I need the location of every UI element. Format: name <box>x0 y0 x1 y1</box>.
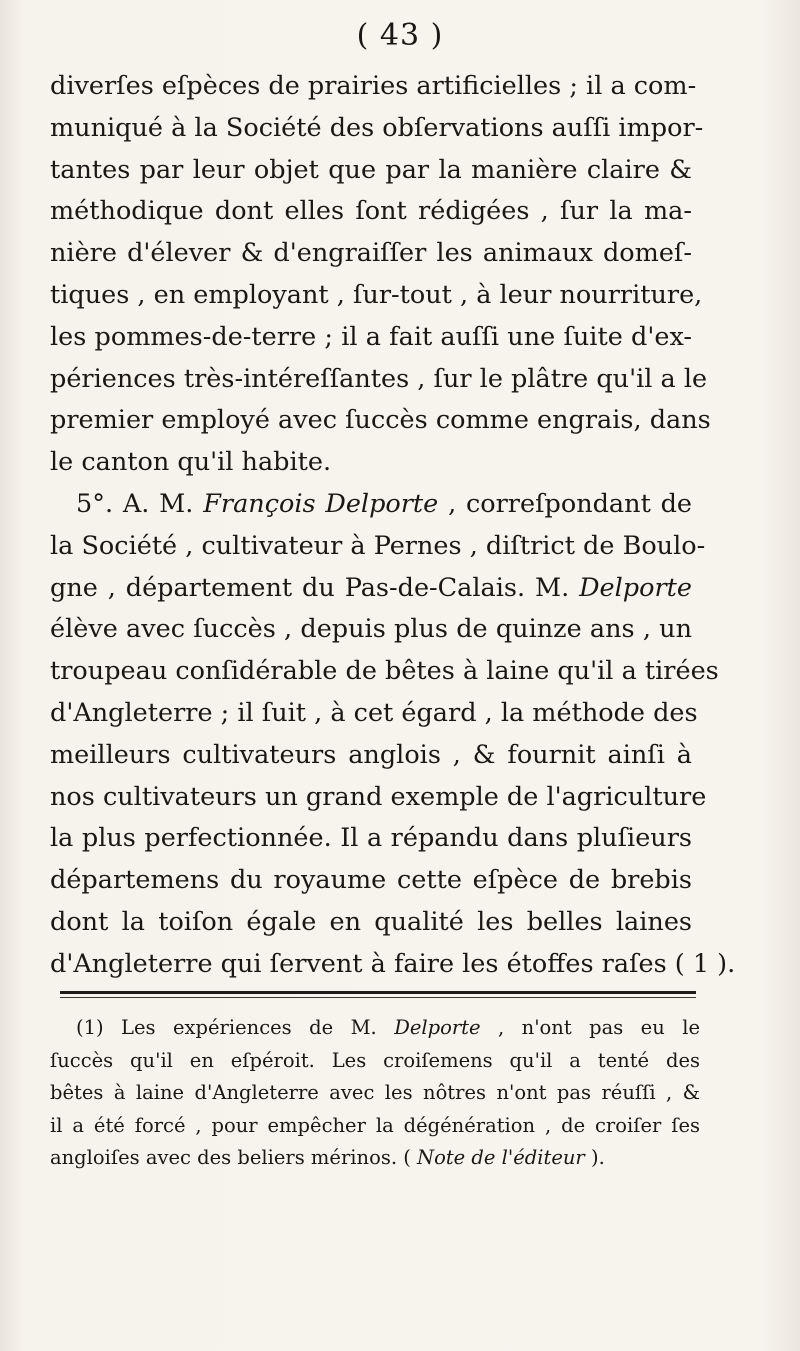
footnote-rule <box>60 991 696 998</box>
footnote-line: bêtes à laine d'Angleterre avec les nôtres n'ont pas réuſſi , & <box>50 1081 700 1104</box>
text-line: meilleurs cultivateurs anglois , & fournit ainſi à <box>50 739 692 770</box>
text-line: méthodique dont elles ſont rédigées , ſur la ma- <box>50 196 692 227</box>
text-line: premier employé avec ſuccès comme engrais, dans <box>50 405 711 436</box>
footnote-line: il a été forcé , pour empêcher la dégénération , de croiſer ſes <box>50 1113 700 1137</box>
text-line: muniqué à la Société des obſervations auſſi impor- <box>50 112 704 143</box>
footnote <box>50 1012 700 1175</box>
text-fragment: ). <box>590 1146 605 1169</box>
text-line: d'Angleterre qui ſervent à faire les étoffes raſes ( 1 ). <box>50 948 736 979</box>
person-name: François Delporte <box>203 488 439 519</box>
editor-note: Note de l'éditeur <box>417 1146 585 1169</box>
text-fragment: , correſpondant de <box>448 488 693 519</box>
text-line: la plus perfectionnée. Il a répandu dans pluſieurs <box>50 823 692 854</box>
footnote-line <box>50 1012 700 1045</box>
text-line: tantes par leur objet que par la manière claire & <box>50 154 692 185</box>
text-line: élève avec ſuccès , depuis plus de quinze ans , un <box>50 614 692 645</box>
text-line: le canton qu'il habite. <box>50 447 332 478</box>
text-fragment: , n'ont pas eu le <box>498 1016 701 1039</box>
item-lead: 5°. A. M. <box>76 488 194 519</box>
text-line: dont la toiſon égale en qualité les belles laines <box>50 906 692 937</box>
footnote-line <box>50 1142 700 1175</box>
text-line: départemens du royaume cette eſpèce de brebis <box>50 865 692 896</box>
page-number: ( 43 ) <box>356 18 444 53</box>
text-line: nière d'élever & d'engraiſſer les animaux domeſ- <box>50 238 692 269</box>
text-line: tiques , en employant , ſur-tout , à leur nourriture, <box>50 279 703 310</box>
text-line: la Société , cultivateur à Pernes , diſtrict de Boulo- <box>50 530 706 561</box>
main-text <box>50 66 736 986</box>
text-fragment: (1) Les expériences de M. <box>76 1016 377 1039</box>
text-line <box>50 568 692 610</box>
text-line <box>50 484 692 526</box>
person-name: Delporte <box>394 1016 481 1039</box>
text-line: nos cultivateurs un grand exemple de l'agriculture <box>50 781 707 812</box>
footnote-line: ſuccès qu'il en eſpéroit. Les croiſemens qu'il a tenté des <box>50 1048 700 1072</box>
text-line: diverſes eſpèces de prairies artificielles ; il a com- <box>50 71 697 101</box>
text-fragment: angloiſes avec des beliers mérinos. ( <box>50 1146 411 1169</box>
text-line: les pommes-de-terre ; il a fait auſſi une ſuite d'ex- <box>50 321 692 352</box>
text-line: d'Angleterre ; il ſuit , à cet égard , la méthode des <box>50 697 698 728</box>
text-fragment: gne , département du Pas-de-Calais. M. <box>50 572 570 603</box>
person-name: Delporte <box>579 572 692 603</box>
text-line: troupeau conſidérable de bêtes à laine qu'il a tirées <box>50 656 719 687</box>
text-line: périences très-intéreſſantes , ſur le plâtre qu'il a le <box>50 363 708 394</box>
